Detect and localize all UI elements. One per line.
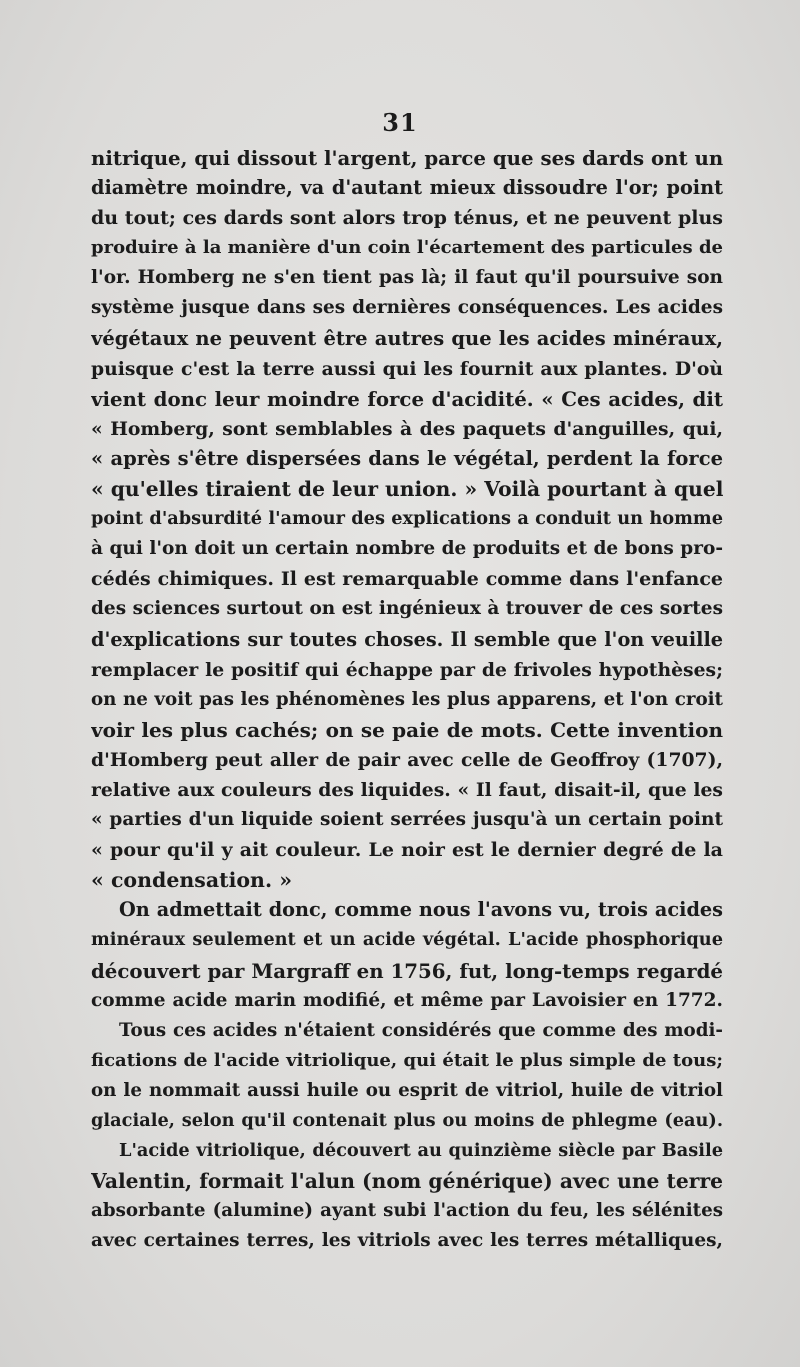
text-line: à qui l'on doit un certain nombre de produits et de bons pro- (91, 538, 723, 560)
text-line: glaciale, selon qu'il contenait plus ou moins de phlegme (eau). (91, 1110, 723, 1131)
text-line: on le nommait aussi huile ou esprit de vitriol, huile de vitriol (91, 1079, 723, 1101)
text-line: d'explications sur toutes choses. Il semble que l'on veuille (91, 627, 723, 651)
text-line: absorbante (alumine) ayant subi l'action du feu, les sélénites (91, 1200, 723, 1222)
body-text (91, 143, 723, 1256)
text-line: « parties d'un liquide soient serrées jusqu'à un certain point (91, 809, 723, 831)
text-line: relative aux couleurs des liquides. « Il faut, disait-il, que les (91, 778, 723, 801)
text-line: comme acide marin modifié, et même par Lavoisier en 1772. (91, 989, 723, 1011)
text-line: remplacer le positif qui échappe par de frivoles hypothèses; (91, 658, 723, 681)
text-line: « qu'elles tiraient de leur union. » Voilà pourtant à quel (91, 477, 723, 502)
paragraph-start-line: On admettait donc, comme nous l'avons vu, trois acides (119, 898, 723, 922)
text-line: diamètre moindre, va d'autant mieux dissoudre l'or; point (91, 176, 723, 200)
text-line: « pour qu'il y ait couleur. Le noir est le dernier degré de la (91, 839, 723, 862)
page-number: 31 (382, 108, 418, 137)
text-line: avec certaines terres, les vitriols avec les terres métalliques, (91, 1230, 723, 1252)
text-line: fications de l'acide vitriolique, qui était le plus simple de tous; (91, 1049, 723, 1071)
text-line: système jusque dans ses dernières conséquences. Les acides (91, 297, 723, 319)
text-line: Valentin, formait l'alun (nom générique) avec une terre (91, 1169, 723, 1194)
paragraph-start-line: Tous ces acides n'étaient considérés que comme des modi- (119, 1019, 723, 1041)
text-line: vient donc leur moindre force d'acidité. « Ces acides, dit (91, 386, 723, 411)
text-line: minéraux seulement et un acide végétal. L'acide phosphorique (91, 929, 723, 951)
text-line: produire à la manière d'un coin l'écartement des particules de (91, 237, 723, 259)
text-line: l'or. Homberg ne s'en tient pas là; il faut qu'il poursuive son (91, 267, 723, 289)
paragraph-start-line: L'acide vitriolique, découvert au quinzième siècle par Basile (119, 1140, 723, 1162)
text-line: voir les plus cachés; on se paie de mots. Cette invention (91, 717, 723, 742)
text-line: on ne voit pas les phénomènes les plus apparens, et l'on croit (91, 688, 723, 710)
text-line: découvert par Margraff en 1756, fut, long-temps regardé (91, 958, 723, 983)
text-line: puisque c'est la terre aussi qui les fournit aux plantes. D'où (91, 357, 723, 380)
text-line: nitrique, qui dissout l'argent, parce que ses dards ont un (91, 146, 723, 170)
text-line: « après s'être dispersées dans le végétal, perdent la force (91, 446, 723, 470)
text-line: point d'absurdité l'amour des explications a conduit un homme (91, 508, 723, 530)
text-line: végétaux ne peuvent être autres que les acides minéraux, (91, 326, 723, 350)
text-line: « condensation. » (91, 868, 293, 893)
text-line: du tout; ces dards sont alors trop ténus, et ne peuvent plus (91, 207, 723, 230)
text-line: des sciences surtout on est ingénieux à trouver de ces sortes (91, 598, 723, 620)
text-line: d'Homberg peut aller de pair avec celle de Geoffroy (1707), (91, 748, 723, 771)
text-line: cédés chimiques. Il est remarquable comme dans l'enfance (91, 568, 723, 591)
text-line: « Homberg, sont semblables à des paquets d'anguilles, qui, (91, 417, 723, 440)
